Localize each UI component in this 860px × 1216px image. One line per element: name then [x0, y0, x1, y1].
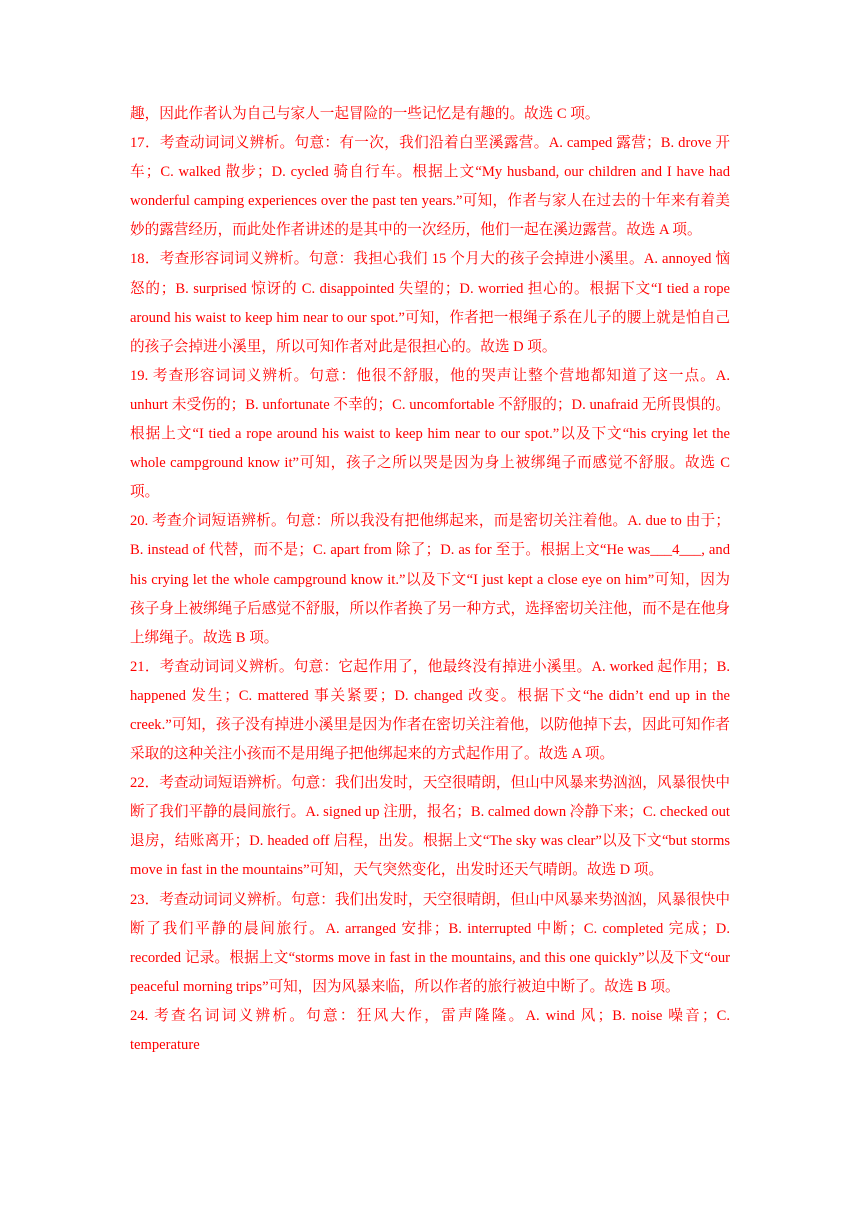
paragraph-21: 21．考查动词词义辨析。句意：它起作用了，他最终没有掉进小溪里。A. worked 起作用；B. happened 发生；C. mattered 事关紧要；D. changed 改变。根据下文“he didn’t end up in the creek.”可知，孩子没有掉进小溪里是因为作者在密切关注着他，以防他掉下去，因此可知作者采取的这种关注小孩而不是用绳子把他绑起来的方式起作用了。故选 A 项。 [130, 658, 730, 763]
paragraph-23: 23．考查动词词义辨析。句意：我们出发时，天空很晴朗，但山中风暴来势汹汹，风暴很快中断了我们平静的晨间旅行。A. arranged 安排；B. interrupted 中断；C. completed 完成；D. recorded 记录。根据上文“storms move in fast in the mountains, and this one quickly”以及下文“our peaceful morning trips”可知，因为风暴来临，所以作者的旅行被迫中断了。故选 B 项。 [130, 891, 730, 995]
paragraph-24: 24. 考查名词词义辨析。句意：狂风大作，雷声隆隆。A. wind 风；B. noise 噪音；C. temperature [130, 1007, 730, 1053]
paragraph-22: 22．考查动词短语辨析。句意：我们出发时，天空很晴朗，但山中风暴来势汹汹，风暴很快中断了我们平静的晨间旅行。A. signed up 注册，报名；B. calmed down 冷静下来；C. checked out 退房，结账离开；D. headed off 启程，出发。根据上文“The sky was clear”以及下文“but storms move in fast in the mountains”可知，天气突然变化，出发时还天气晴朗。故选 D 项。 [130, 775, 730, 879]
paragraph-19: 19. 考查形容词词义辨析。句意：他很不舒服，他的哭声让整个营地都知道了这一点。A. unhurt 未受伤的；B. unfortunate 不幸的；C. uncomfortable 不舒服的；D. unafraid 无所畏惧的。根据上文“I tied a rope around his waist to keep him near to our spot.”以及下文“his crying let the whole campground know it”可知，孩子之所以哭是因为身上被绑绳子而感觉不舒服。故选 C 项。 [130, 367, 730, 501]
answer-explanations [130, 100, 730, 1060]
paragraph-18: 18．考查形容词词义辨析。句意：我担心我们 15 个月大的孩子会掉进小溪里。A. annoyed 恼怒的；B. surprised 惊讶的 C. disappointed 失望的；D. worried 担心的。根据下文“I tied a rope around his waist to keep him near to our spot.”可知，作者把一根绳子系在儿子的腰上就是怕自己的孩子会掉进小溪里，所以可知作者对此是很担心的。故选 D 项。 [130, 251, 730, 355]
paragraph-20: 20. 考查介词短语辨析。句意：所以我没有把他绑起来，而是密切关注着他。A. due to 由于；B. instead of 代替，而不是；C. apart from 除了；D. as for 至于。根据上文“He was___4___, and his crying let the whole campground know it.”以及下文“I just kept a close eye on him”可知，因为孩子身上被绑绳子后感觉不舒服，所以作者换了另一种方式，选择密切关注他，而不是在他身上绑绳子。故选 B 项。 [130, 513, 730, 646]
paragraph-16-continuation: 趣，因此作者认为自己与家人一起冒险的一些记忆是有趣的。故选 C 项。 [130, 106, 600, 122]
paragraph-17: 17．考查动词词义辨析。句意：有一次，我们沿着白垩溪露营。A. camped 露营；B. drove 开车；C. walked 散步；D. cycled 骑自行车。根据上文“My husband, our children and I have had wonderful camping experiences over the past ten years.”可知，作者与家人在过去的十年来有着美妙的露营经历，而此处作者讲述的是其中的一次经历，他们一起在溪边露营。故选 A 项。 [130, 135, 730, 239]
